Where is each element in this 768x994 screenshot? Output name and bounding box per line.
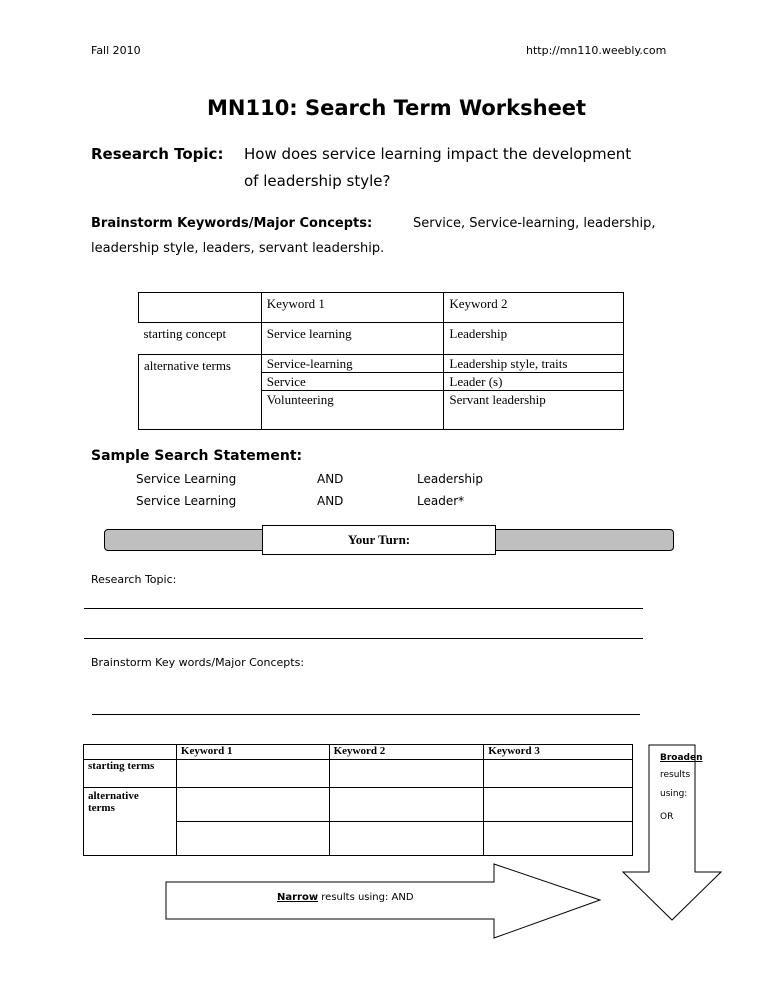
blank-row-label [84, 788, 177, 822]
broaden-title: Broaden [660, 753, 703, 763]
brainstorm-value-1: Service, Service-learning, leadership, [413, 216, 656, 231]
blank-col-keyword-2: Keyword 2 [329, 745, 484, 760]
brainstorm-value-2: leadership style, leaders, servant leadership. [91, 241, 385, 256]
example-cell: Service-learning [262, 355, 444, 373]
header-url: http://mn110.weebly.com [526, 44, 667, 57]
sample-row-1-operator: AND [317, 472, 344, 486]
blank-cell[interactable] [329, 822, 484, 856]
sample-row-2-term-a: Service Learning [136, 494, 237, 508]
example-col-keyword-1: Keyword 1 [261, 293, 444, 323]
research-topic-label: Research Topic: [91, 145, 224, 163]
blank-cell[interactable] [484, 788, 633, 822]
sample-row-1-term-a: Service Learning [136, 472, 237, 486]
sample-row-1-term-b: Leadership [417, 472, 483, 486]
research-topic-line2: of leadership style? [244, 172, 391, 190]
example-cell: Leadership [444, 323, 624, 355]
sample-row-2-operator: AND [317, 494, 344, 508]
blank-row-label-line-2: terms [88, 802, 115, 814]
brainstorm-blank-line[interactable] [92, 714, 640, 715]
example-cell: Service learning [261, 323, 444, 355]
blank-cell[interactable] [176, 822, 329, 856]
brainstorm-label: Brainstorm Keywords/Major Concepts: [91, 216, 373, 231]
worksheet-research-label: Research Topic: [91, 573, 177, 586]
blank-keyword-table [83, 744, 633, 856]
narrow-rest: results using: AND [318, 892, 414, 903]
page-title: MN110: Search Term Worksheet [207, 96, 587, 120]
example-cell: Leader (s) [444, 373, 623, 391]
example-row-label: alternative terms [139, 355, 262, 430]
blank-row-label-line-1: alternative [88, 790, 139, 802]
example-keyword-table [138, 292, 624, 430]
sample-row-2-term-b: Leader* [417, 494, 465, 508]
broaden-line-3: OR [660, 812, 674, 822]
blank-col-keyword-3: Keyword 3 [484, 745, 633, 760]
example-col-keyword-2: Keyword 2 [444, 293, 624, 323]
research-topic-blank-line-1[interactable] [84, 608, 643, 609]
broaden-line-2: using: [660, 789, 688, 799]
blank-cell[interactable] [176, 788, 329, 822]
research-topic-blank-line-2[interactable] [84, 638, 643, 639]
narrow-word: Narrow [277, 892, 319, 903]
example-cell: Servant leadership [449, 392, 546, 407]
header-term: Fall 2010 [91, 44, 141, 57]
worksheet-brainstorm-label: Brainstorm Key words/Major Concepts: [91, 656, 305, 669]
blank-col-keyword-1: Keyword 1 [176, 745, 329, 760]
your-turn-box: Your Turn: [262, 525, 496, 555]
example-cell: Volunteering [266, 392, 334, 407]
blank-row-label: starting terms [84, 760, 177, 788]
narrow-label [277, 892, 414, 903]
broaden-line-1: results [660, 770, 691, 780]
blank-cell[interactable] [484, 822, 633, 856]
example-cell: Service [262, 373, 444, 391]
sample-search-label: Sample Search Statement: [91, 448, 303, 464]
blank-cell[interactable] [176, 760, 329, 788]
blank-cell[interactable] [329, 788, 484, 822]
example-row-label: starting concept [139, 323, 262, 355]
blank-cell[interactable] [329, 760, 484, 788]
blank-cell[interactable] [484, 760, 633, 788]
example-cell: Leadership style, traits [444, 355, 623, 373]
research-topic-line1: How does service learning impact the development [244, 145, 632, 163]
